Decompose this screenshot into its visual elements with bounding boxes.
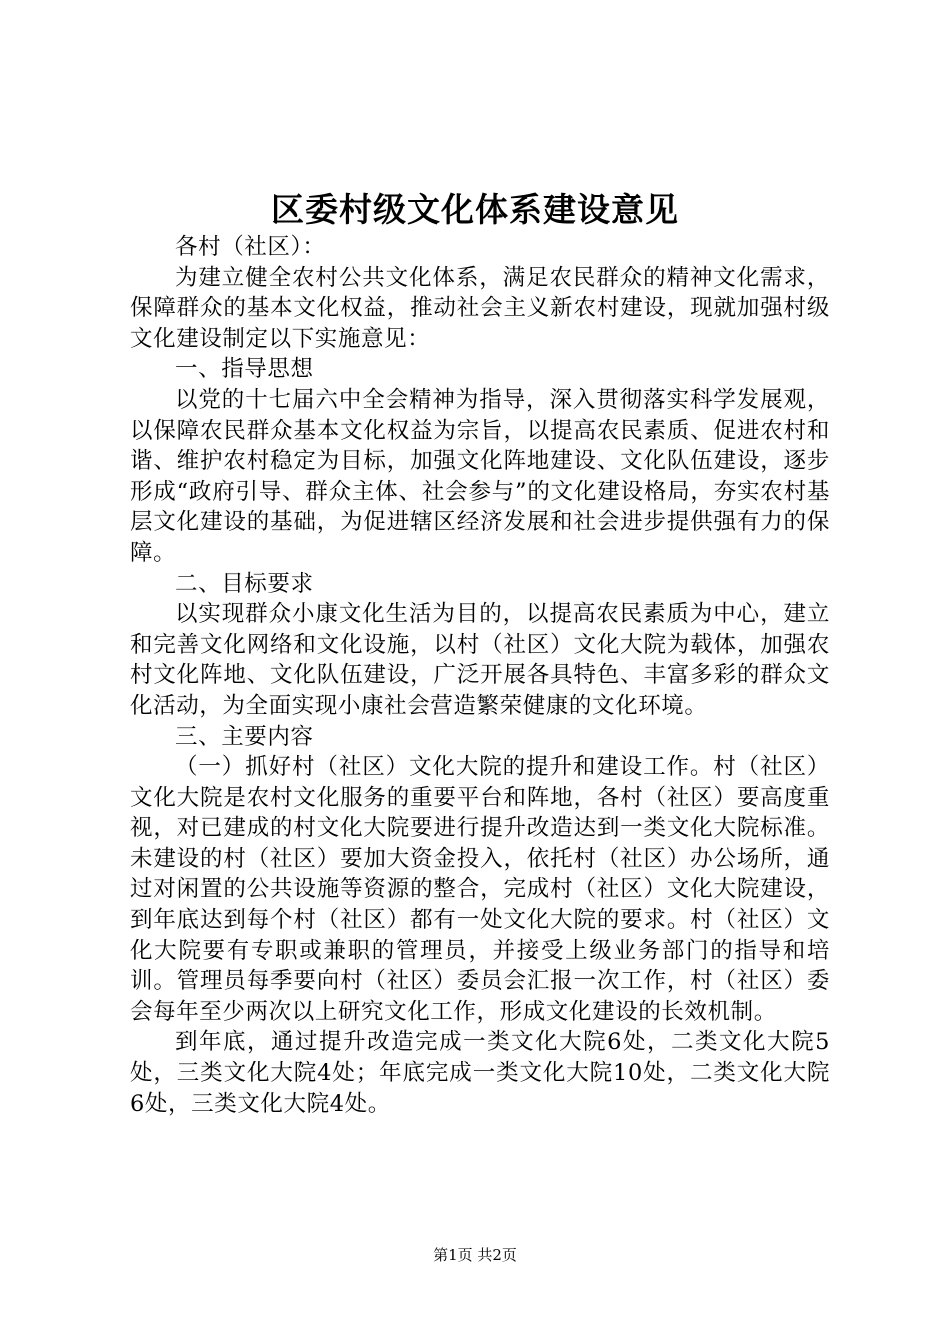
cultural-courtyard-paragraph: （一）抓好村（社区）文化大院的提升和建设工作。村（社区）文化大院是农村文化服务的重要平台和阵地，各村（社区）要高度重视，对已建成的村文化大院要进行提升改造达到一类文化大院标准。未建设的村（社区）要加大资金投入，依托村（社区）办公场所，通过对闲置的公共设施等资源的整合，完成村（社区）文化大院建设，到年底达到每个村（社区）都有一处文化大院的要求。村（社区）文化大院要有专职或兼职的管理员，并接受上级业务部门的指导和培训。管理员每季要向村（社区）委员会汇报一次工作，村（社区）委会每年至少两次以上研究文化工作，形成文化建设的长效机制。 [130,754,830,1025]
goals-paragraph: 以实现群众小康文化生活为目的，以提高农民素质为中心，建立和完善文化网络和文化设施，以村（社区）文化大院为载体，加强农村文化阵地、文化队伍建设，广泛开展各具特色、丰富多彩的群众文化活动，为全面实现小康社会营造繁荣健康的文化环境。 [130,601,830,719]
section-heading-goals: 二、目标要求 [175,570,314,597]
salutation: 各村（社区）： [175,234,326,260]
page-footer: 第1页 共2页 [433,1246,517,1264]
year-end-targets-paragraph: 到年底，通过提升改造完成一类文化大院6处，二类文化大院5处，三类文化大院4处；年底完成一类文化大院10处，二类文化大院6处，三类文化大院4处。 [130,1029,830,1117]
section-heading-main-content: 三、主要内容 [175,723,314,750]
document-title: 区委村级文化体系建设意见 [271,190,679,229]
section-heading-guiding-ideology: 一、指导思想 [175,356,314,383]
guiding-ideology-paragraph: 以党的十七届六中全会精神为指导，深入贯彻落实科学发展观，以保障农民群众基本文化权益为宗旨，以提高农民素质、促进农村和谐、维护农村稳定为目标，加强文化阵地建设、文化队伍建设，逐步形成“政府引导、群众主体、社会参与”的文化建设格局，夯实农村基层文化建设的基础，为促进辖区经济发展和社会进步提供强有力的保障。 [130,386,830,566]
intro-paragraph: 为建立健全农村公共文化体系，满足农民群众的精神文化需求，保障群众的基本文化权益，推动社会主义新农村建设，现就加强村级文化建设制定以下实施意见： [130,264,830,352]
document-body [130,232,830,1119]
